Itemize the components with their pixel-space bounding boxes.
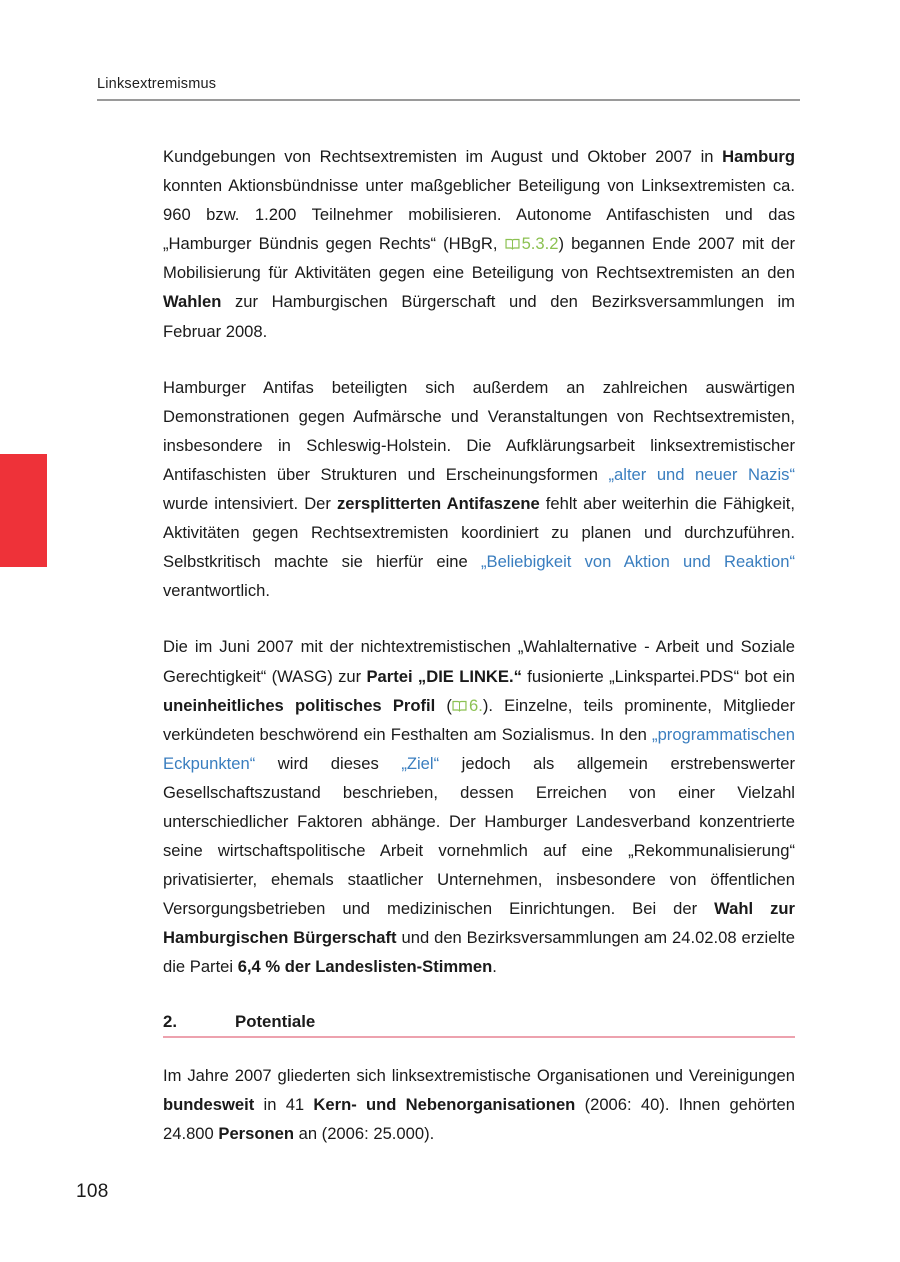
p3-quote-2: „Ziel“ <box>401 753 440 773</box>
p4-bold-organisationen: Kern- und Nebenorganisationen <box>313 1095 576 1115</box>
p3-bold-wahl: Wahl zur Hamburgischen Bürgerschaft <box>163 899 795 948</box>
p3-text-7: und den Bezirksversammlungen am 24.02.08 erzielte die Partei <box>163 928 795 977</box>
paragraph-4 <box>163 1061 795 1148</box>
p2-text-2: wurde intensiviert. Der <box>163 494 337 514</box>
chapter-color-tab <box>0 454 47 567</box>
paragraph-1 <box>163 142 795 346</box>
p3-bold-partei-die-linke: Partei „DIE LINKE.“ <box>366 666 522 686</box>
p2-text-4: verantwortlich. <box>163 581 270 601</box>
p1-bold-hamburg: Hamburg <box>722 147 795 166</box>
p4-text-1: Im Jahre 2007 gliederten sich linksextremistische Organisationen und Vereinigungen <box>163 1066 795 1085</box>
p1-text-1: Kundgebungen von Rechtsextremisten im August und Oktober 2007 in <box>163 147 723 166</box>
p3-text-6: jedoch als allgemein erstrebenswerter Gesellschaftszustand beschrieben, dessen Erreichen von einer Vielzahl unterschiedlicher Faktoren abhänge. Der Hamburger Landesverband konzentrierte seine wirtschaftspolitische Arbeit vornehmlich auf eine „Rekommunalisierung“ privatisierter, ehemals staatlicher Unternehmen, insbesondere von öffentlichen Versorgungsbetrieben und medizinischen Einrichtungen. Bei der <box>163 753 795 919</box>
section-heading-rule <box>163 1036 795 1038</box>
section-heading <box>163 1012 795 1038</box>
p3-bold-profil: uneinheitliches politisches Profil <box>163 695 436 715</box>
p3-text-8: . <box>492 957 497 977</box>
text-column-lower <box>163 1061 795 1148</box>
page-number: 108 <box>76 1181 109 1202</box>
p1-text-4: zur Hamburgischen Bürgerschaft und den Bezirksversammlungen im Februar 2008. <box>163 292 795 341</box>
paragraph-2 <box>163 373 795 606</box>
p4-bold-personen: Personen <box>218 1124 294 1144</box>
p2-quote-1: „alter und neuer Nazis“ <box>608 464 795 484</box>
text-column <box>163 142 795 982</box>
p1-text-2: konnten Aktionsbündnisse unter maßgeblicher Beteiligung von Linksextremisten ca. 960 bzw. 1.200 Teilnehmer mobilisieren. Autonome Antifaschisten und das „Hamburger Bündnis gegen Rechts“ (HBgR, <box>163 176 795 254</box>
paragraph-3 <box>163 632 795 981</box>
p2-text-3: fehlt aber weiterhin die Fähigkeit, Aktivitäten gegen Rechtsextremisten koordiniert zu planen und durchzuführen. Selbstkritisch machte sie hierfür eine <box>163 494 795 572</box>
section-number: 2. <box>163 1012 177 1031</box>
cross-reference-532-label: 5.3.2 <box>521 234 559 254</box>
p3-text-4: ). Einzelne, teils prominente, Mitglieder verkündeten beschwörend ein Festhalten am Sozialismus. In den <box>163 695 795 744</box>
p2-text-1: Hamburger Antifas beteiligten sich außerdem an zahlreichen auswärtigen Demonstrationen gegen Aufmärsche und Veranstaltungen von Rechtsextremisten, insbesondere in Schleswig-Holstein. Die Aufklärungsarbeit linksextremistischer Antifaschisten über Strukturen und Erscheinungsformen <box>163 377 795 484</box>
p3-quote-1: „programmatischen Eckpunkten“ <box>163 724 795 773</box>
section-heading-row <box>163 1012 795 1036</box>
p4-text-4: an (2006: 25.000). <box>294 1124 435 1144</box>
p4-text-3: (2006: 40). Ihnen gehörten 24.800 <box>163 1095 795 1144</box>
p2-quote-2: „Beliebigkeit von Aktion und Reaktion“ <box>480 552 795 572</box>
cross-reference-6-label: 6. <box>468 695 483 715</box>
open-book-icon <box>452 692 467 704</box>
header-rule <box>97 99 800 101</box>
open-book-icon <box>505 230 520 242</box>
p1-text-3: ) begannen Ende 2007 mit der Mobilisierung für Aktivitäten gegen eine Beteiligung von Rechtsextremisten an den <box>163 234 795 283</box>
p1-bold-wahlen: Wahlen <box>163 292 222 312</box>
running-header: Linksextremismus <box>97 76 217 92</box>
p4-bold-bundesweit: bundesweit <box>163 1095 255 1115</box>
p2-bold-antifaszene: zersplitterten Antifaszene <box>336 494 540 514</box>
section-title: Potentiale <box>235 1012 316 1031</box>
p3-text-3: ( <box>435 695 452 715</box>
p4-text-2: in 41 <box>254 1095 314 1115</box>
p3-text-2: fusionierte „Linkspartei.PDS“ bot ein <box>521 666 795 686</box>
p3-bold-stimmen: 6,4 % der Landeslisten-Stimmen <box>237 957 493 977</box>
cross-reference-532[interactable] <box>505 234 559 253</box>
p3-text-1: Die im Juni 2007 mit der nichtextremistischen „Wahlalternative - Arbeit und Soziale Gerechtigkeit“ (WASG) zur <box>163 637 795 686</box>
cross-reference-6[interactable] <box>452 696 483 715</box>
p3-text-5: wird dieses <box>255 753 402 773</box>
